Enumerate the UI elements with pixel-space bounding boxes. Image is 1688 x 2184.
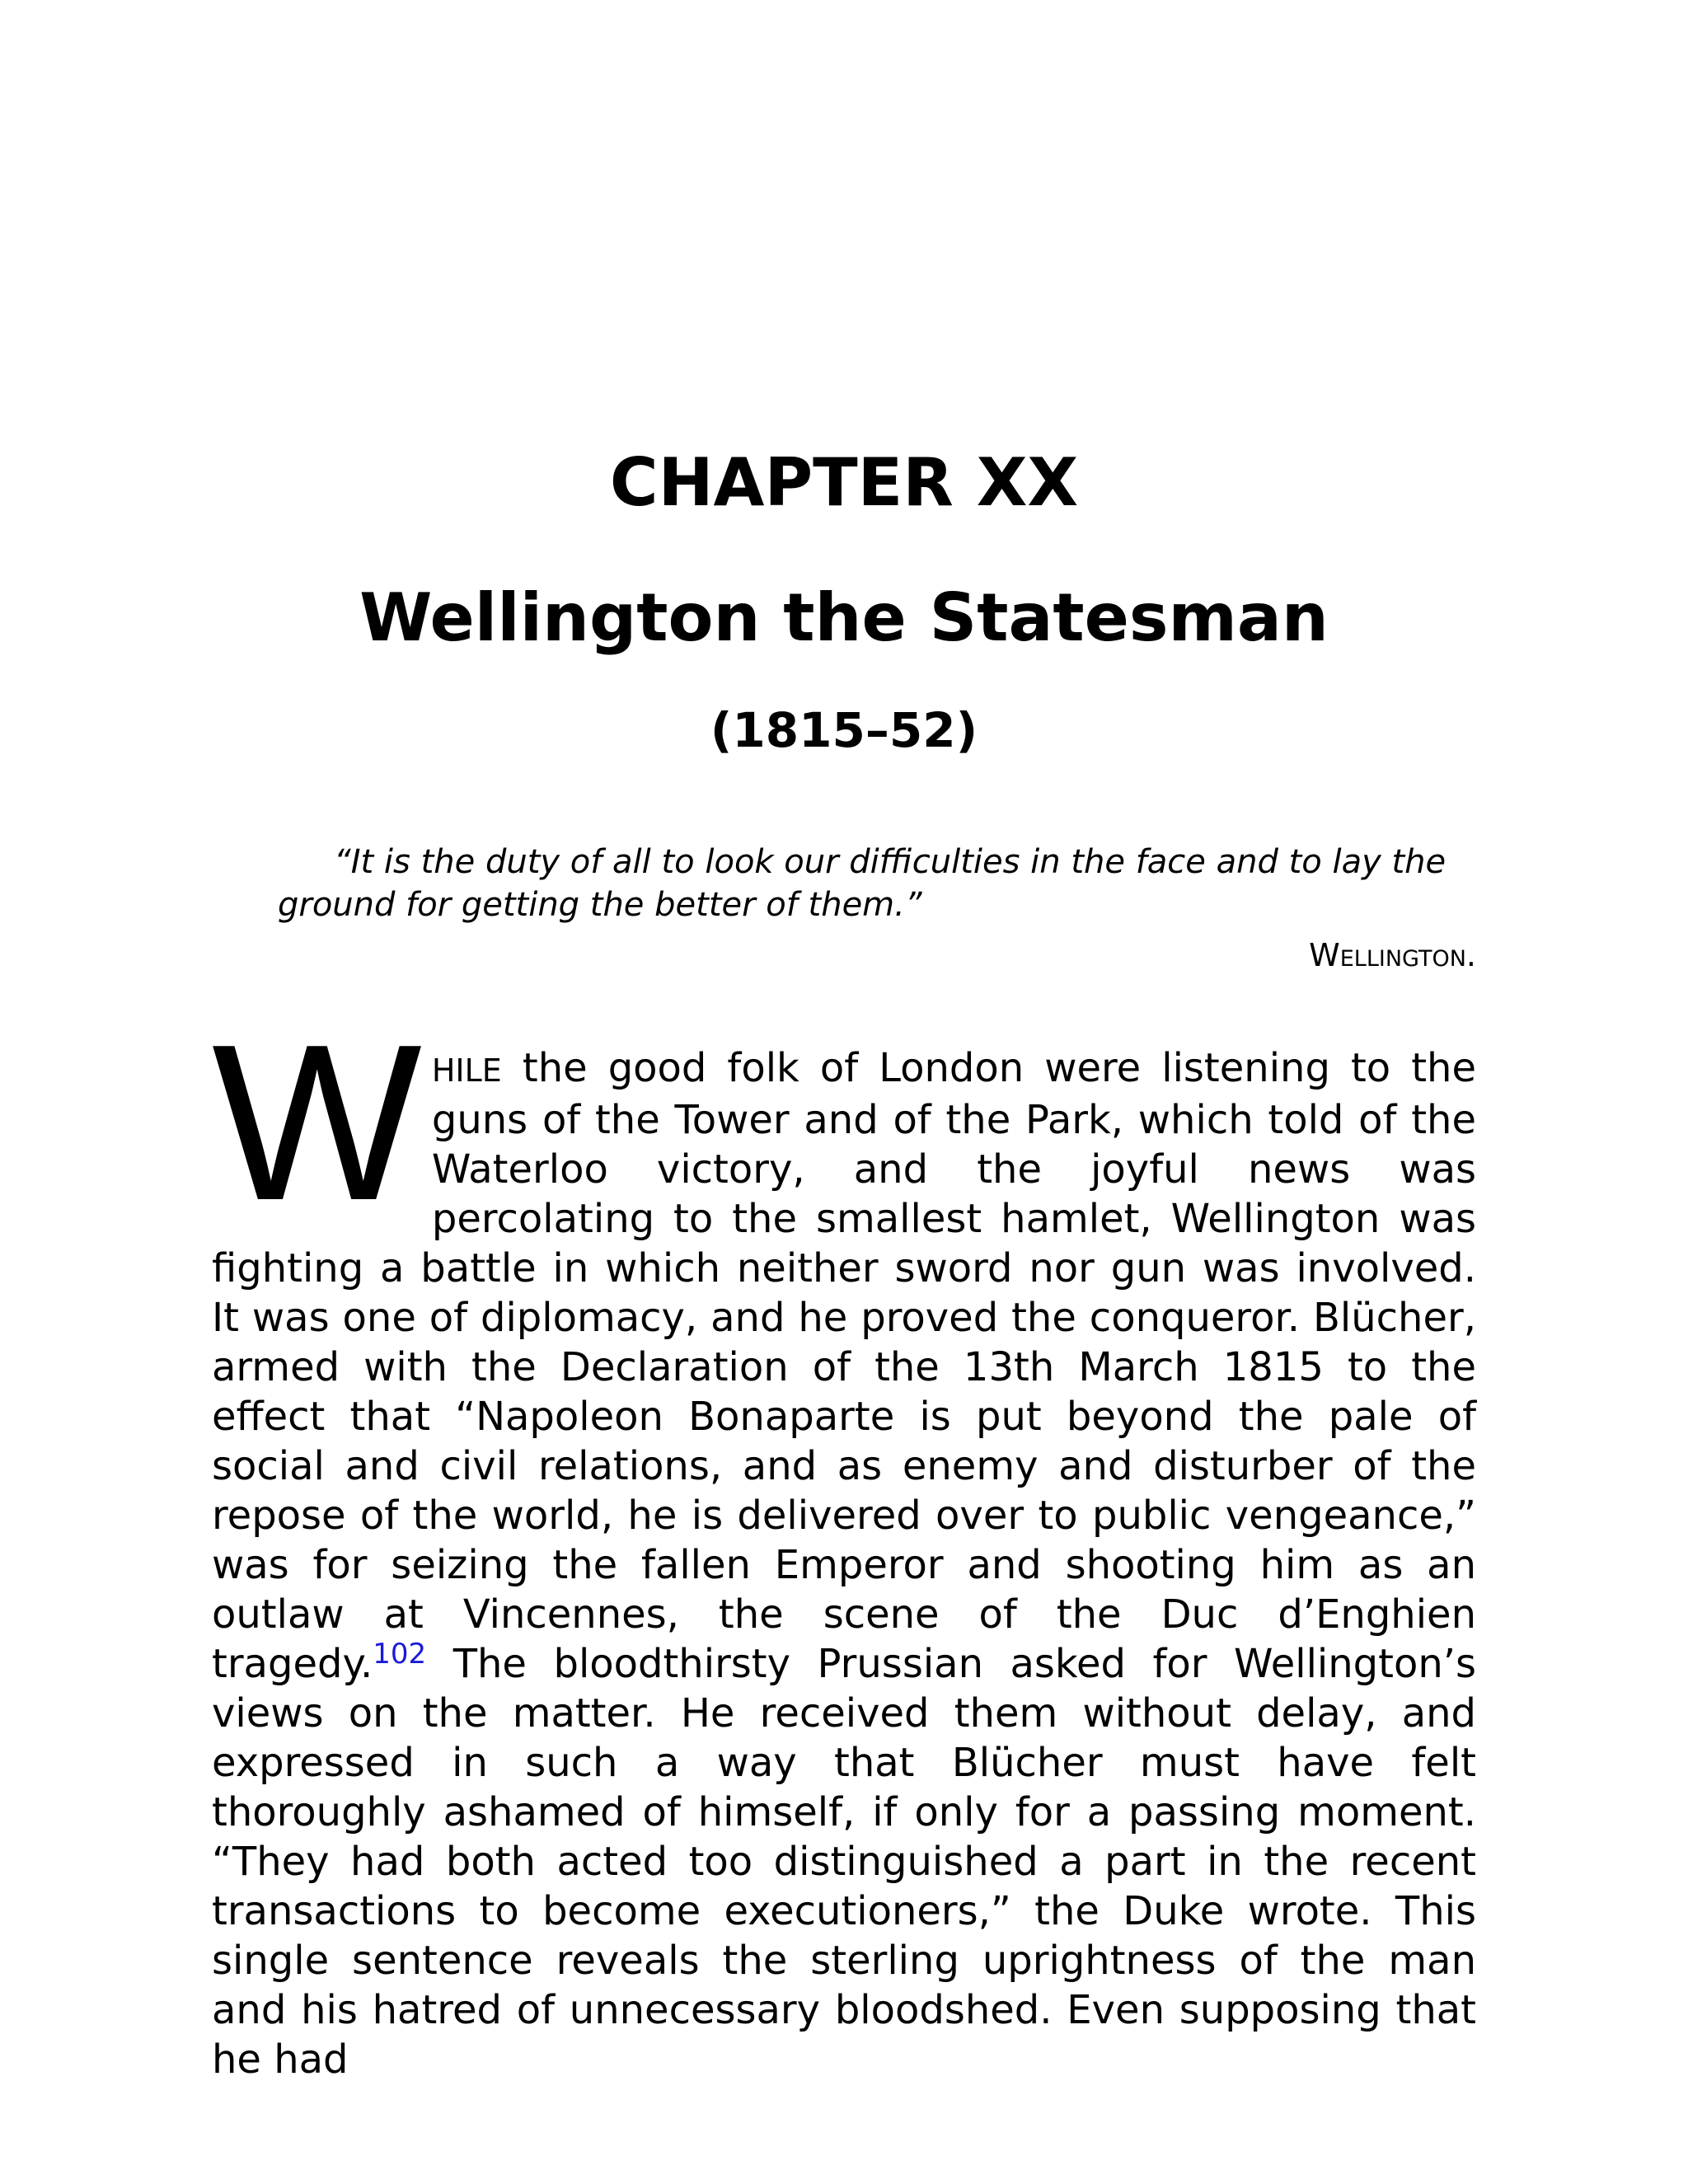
footnote-link-102[interactable]: 102	[373, 1638, 427, 1671]
body-paragraph	[212, 999, 1476, 2084]
drop-cap: W	[212, 999, 422, 1247]
chapter-dates: (1815–52)	[710, 702, 978, 758]
body-text-part-2: The bloodthirsty Prussian asked for Wellington’s views on the matter. He received them without delay, and expressed in such a way that Blücher must have felt thoroughly ashamed of himself, if only for a passing moment. “They had both acted too distinguished a part in the recent transactions to become executioners,” the Duke wrote. This single sentence reveals the sterling uprightness of the man and his hatred of unnecessary bloodshed. Even supposing that he had	[212, 1641, 1476, 2083]
body-text-part-1: the good folk of London were listening to the guns of the Tower and of the Park, which told of the Waterloo victory, and the joyful news was percolating to the smallest hamlet, Wellington was fighting a battle in which neither sword nor gun was involved. It was one of diplomacy, and he proved the conqueror. Blücher, armed with the Declaration of the 13th March 1815 to the effect that “Napoleon Bonaparte is put beyond the pale of social and civil relations, and as enemy and disturber of the repose of the world, he is delivered over to public vengeance,” was for seizing the fallen Emperor and shooting him as an outlaw at Vincennes, the scene of the Duc d’Enghien tragedy.	[212, 1045, 1476, 1687]
epigraph-attribution: Wellington.	[1309, 937, 1476, 973]
epigraph-quote: “It is the duty of all to look our difficulties in the face and to lay the ground for getting the better of them.”	[278, 843, 1447, 924]
chapter-number: CHAPTER XX	[609, 444, 1079, 521]
chapter-title: Wellington the Statesman	[359, 579, 1329, 656]
drop-cap-continuation: HILE	[431, 1052, 502, 1089]
